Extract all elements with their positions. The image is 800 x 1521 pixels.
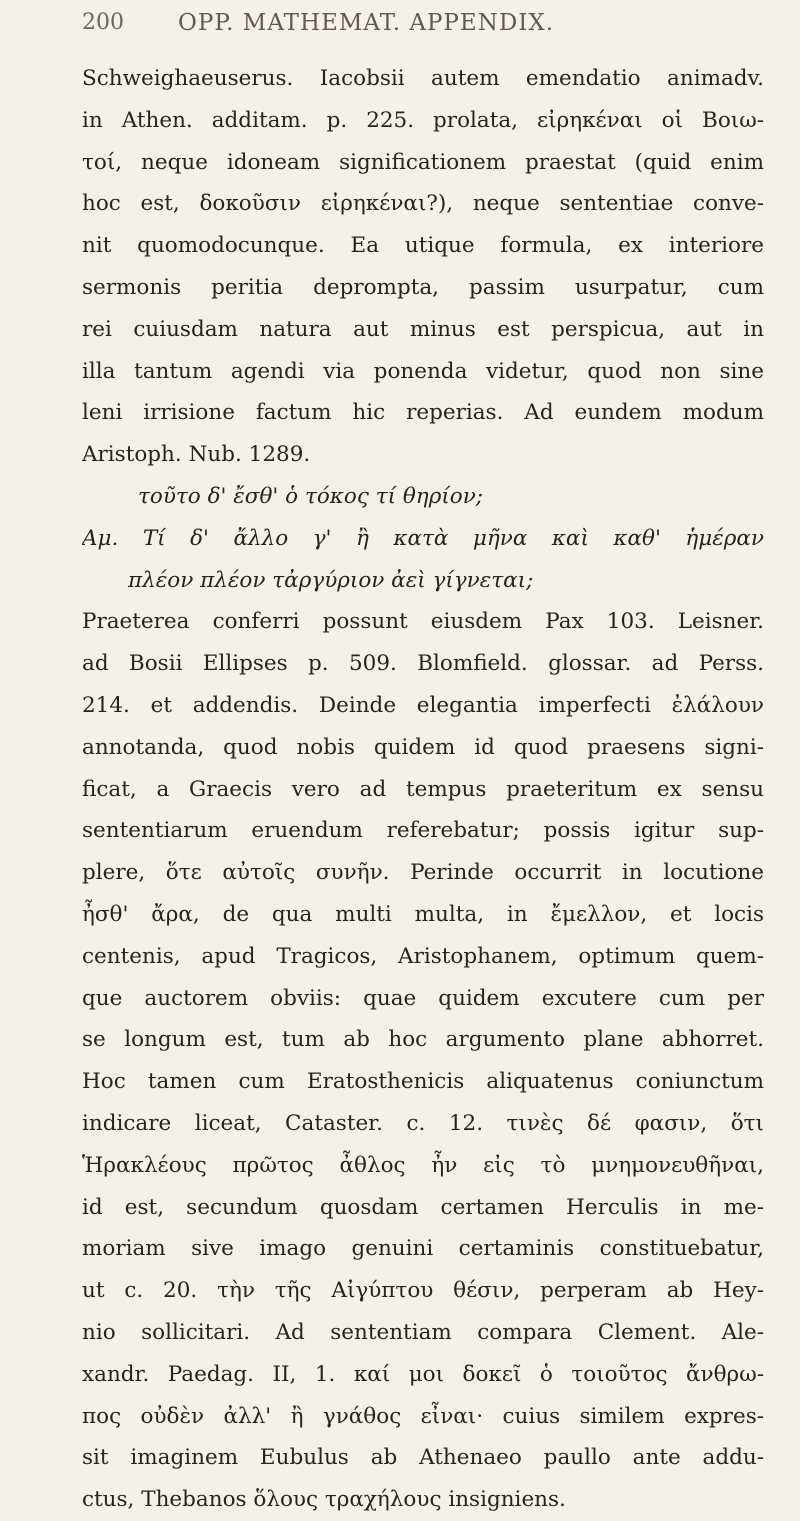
text-line: xandr. Paedag. II, 1. καί μοι δοκεῖ ὁ τοιοῦτος ἄνθρω-: [82, 1361, 764, 1387]
text-line: indicare liceat, Cataster. c. 12. τινὲς δέ φασιν, ὅτι: [82, 1110, 764, 1136]
text-line: Ἡρακλέους πρῶτος ἆθλος ἦν εἰς τὸ μνημονευθῆναι,: [82, 1152, 764, 1178]
text-line: sententiarum eruendum referebatur; possis igitur sup-: [82, 818, 764, 844]
body-text: [82, 58, 764, 1521]
text-line: 214. et addendis. Deinde elegantia imperfecti ἐλάλουν: [82, 692, 764, 718]
text-line: Praeterea conferri possunt eiusdem Pax 103. Leisner.: [82, 609, 764, 635]
text-line: πος οὐδὲν ἀλλ' ἢ γνάθος εἶναι· cuius similem expres-: [82, 1403, 764, 1429]
text-line: plere, ὅτε αὐτοῖς συνῆν. Perinde occurrit in locutione: [82, 860, 764, 886]
verse-line: τοῦτο δ' ἔσθ' ὁ τόκος τί θηρίον;: [138, 483, 484, 509]
text-line: ctus, Thebanos ὅλους τραχήλους insigniens.: [82, 1487, 566, 1513]
text-line: ficat, a Graecis vero ad tempus praeteritum ex sensu: [82, 776, 764, 802]
text-line: Schweighaeuserus. Iacobsii autem emendatio animadv.: [82, 66, 764, 91]
text-line: rei cuiusdam natura aut minus est perspicua, aut in: [82, 316, 764, 342]
verse-line: πλέον πλέον τἀργύριον ἀεὶ γίγνεται;: [128, 567, 534, 593]
text-line: hoc est, δοκοῦσιν εἰρηκέναι?), neque sententiae conve-: [82, 191, 764, 217]
running-title: OPP. MATHEMAT. APPENDIX.: [178, 10, 555, 36]
text-line: Aristoph. Nub. 1289.: [82, 442, 311, 468]
text-line: nio sollicitari. Ad sententiam compara Clement. Ale-: [82, 1319, 764, 1345]
text-line: id est, secundum quosdam certamen Herculis in me-: [82, 1194, 764, 1220]
page-header: [82, 4, 764, 44]
text-line: annotanda, quod nobis quidem id quod praesens signi-: [82, 734, 764, 760]
text-line: in Athen. additam. p. 225. prolata, εἰρηκέναι οἱ Βοιω-: [82, 107, 764, 133]
text-line: leni irrisione factum hic reperias. Ad eundem modum: [82, 400, 764, 426]
text-line: que auctorem obviis: quae quidem excutere cum per: [82, 985, 764, 1011]
text-line: sit imaginem Eubulus ab Athenaeo paullo ante addu-: [82, 1445, 764, 1471]
text-line: ἦσθ' ἄρα, de qua multi multa, in ἔμελλον, et locis: [82, 901, 764, 927]
text-line: ut c. 20. τὴν τῆς Αἰγύπτου θέσιν, perperam ab Hey-: [82, 1278, 764, 1304]
text-line: τοί, neque idoneam significationem praestat (quid enim: [82, 149, 764, 175]
text-line: nit quomodocunque. Ea utique formula, ex interiore: [82, 233, 764, 259]
text-line: se longum est, tum ab hoc argumento plane abhorret.: [82, 1027, 764, 1053]
verse-line: Αμ. Τί δ' ἄλλο γ' ἢ κατὰ μῆνα καὶ καθ' ἡμέραν: [82, 525, 764, 551]
text-line: sermonis peritia deprompta, passim usurpatur, cum: [82, 274, 764, 300]
text-line: centenis, apud Tragicos, Aristophanem, optimum quem-: [82, 943, 764, 969]
text-line: illa tantum agendi via ponenda videtur, quod non sine: [82, 358, 764, 384]
text-line: ad Bosii Ellipses p. 509. Blomfield. glossar. ad Perss.: [82, 651, 764, 677]
page-number: 200: [82, 10, 124, 35]
text-line: Hoc tamen cum Eratosthenicis aliquatenus coniunctum: [82, 1069, 764, 1095]
text-line: moriam sive imago genuini certaminis constituebatur,: [82, 1236, 764, 1262]
